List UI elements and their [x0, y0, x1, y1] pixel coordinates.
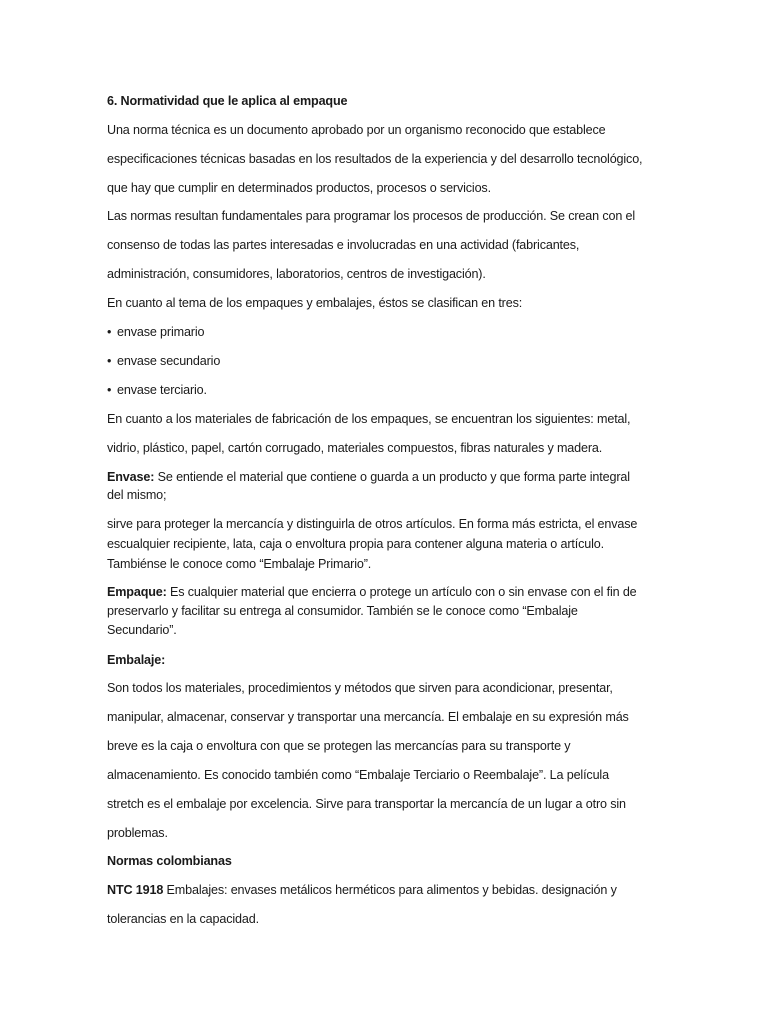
term-label: Envase: [107, 470, 155, 484]
subsection-heading: Normas colombianas [107, 854, 232, 868]
paragraph-line: manipular, almacenar, conservar y transportar una mercancía. El embalaje en su expresión más [107, 710, 629, 724]
paragraph-line: administración, consumidores, laboratorios, centros de investigación). [107, 267, 486, 281]
paragraph-line: escualquier recipiente, lata, caja o envoltura propia para contener alguna materia o artículo. [107, 537, 604, 551]
paragraph-line: del mismo; [107, 488, 167, 502]
paragraph-line: especificaciones técnicas basadas en los resultados de la experiencia y del desarrollo tecnológico, [107, 152, 643, 166]
bullet-icon: • [107, 383, 112, 397]
paragraph-line: almacenamiento. Es conocido también como “Embalaje Terciario o Reembalaje”. La película [107, 768, 609, 782]
bullet-icon: • [107, 325, 112, 339]
list-item-label: envase secundario [117, 354, 221, 368]
paragraph-line: Las normas resultan fundamentales para programar los procesos de producción. Se crean con el [107, 209, 636, 223]
definition-line [107, 880, 667, 900]
paragraph-line: Una norma técnica es un documento aprobado por un organismo reconocido que establece [107, 123, 606, 137]
standard-code: NTC 1918 [107, 883, 164, 897]
definition-text: Embalajes: envases metálicos herméticos para alimentos y bebidas. designación y [163, 883, 617, 897]
list-item [107, 351, 667, 371]
section-heading: 6. Normatividad que le aplica al empaque [107, 94, 348, 108]
paragraph-line: breve es la caja o envoltura con que se protegen las mercancías para su transporte y [107, 739, 571, 753]
definition-text: Se entiende el material que contiene o guarda a un producto y que forma parte integral [154, 470, 630, 484]
definition-text: Es cualquier material que encierra o protege un artículo con o sin envase con el fin de [166, 585, 637, 599]
definition-line [107, 582, 667, 602]
term-label: Empaque: [107, 585, 167, 599]
paragraph-line: En cuanto a los materiales de fabricación de los empaques, se encuentran los siguientes: metal, [107, 412, 631, 426]
definition-line [107, 467, 667, 487]
paragraph-line: preservarlo y facilitar su entrega al consumidor. También se le conoce como “Embalaje [107, 604, 578, 618]
paragraph-line: tolerancias en la capacidad. [107, 912, 259, 926]
paragraph-line: Tambiénse le conoce como “Embalaje Primario”. [107, 557, 372, 571]
paragraph-line: Secundario”. [107, 623, 177, 637]
list-item [107, 380, 667, 400]
paragraph-line: stretch es el embalaje por excelencia. Sirve para transportar la mercancía de un lugar a otro sin [107, 797, 626, 811]
paragraph-line: En cuanto al tema de los empaques y embalajes, éstos se clasifican en tres: [107, 296, 523, 310]
paragraph-line: que hay que cumplir en determinados productos, procesos o servicios. [107, 181, 491, 195]
bullet-icon: • [107, 354, 112, 368]
paragraph-line: Son todos los materiales, procedimientos y métodos que sirven para acondicionar, presentar, [107, 681, 613, 695]
term-heading: Embalaje: [107, 653, 166, 667]
paragraph-line: sirve para proteger la mercancía y distinguirla de otros artículos. En forma más estricta, el envase [107, 517, 638, 531]
list-item [107, 322, 667, 342]
paragraph-line: vidrio, plástico, papel, cartón corrugado, materiales compuestos, fibras naturales y madera. [107, 441, 603, 455]
list-item-label: envase primario [117, 325, 205, 339]
list-item-label: envase terciario. [117, 383, 207, 397]
paragraph-line: problemas. [107, 826, 168, 840]
paragraph-line: consenso de todas las partes interesadas e involucradas en una actividad (fabricantes, [107, 238, 580, 252]
